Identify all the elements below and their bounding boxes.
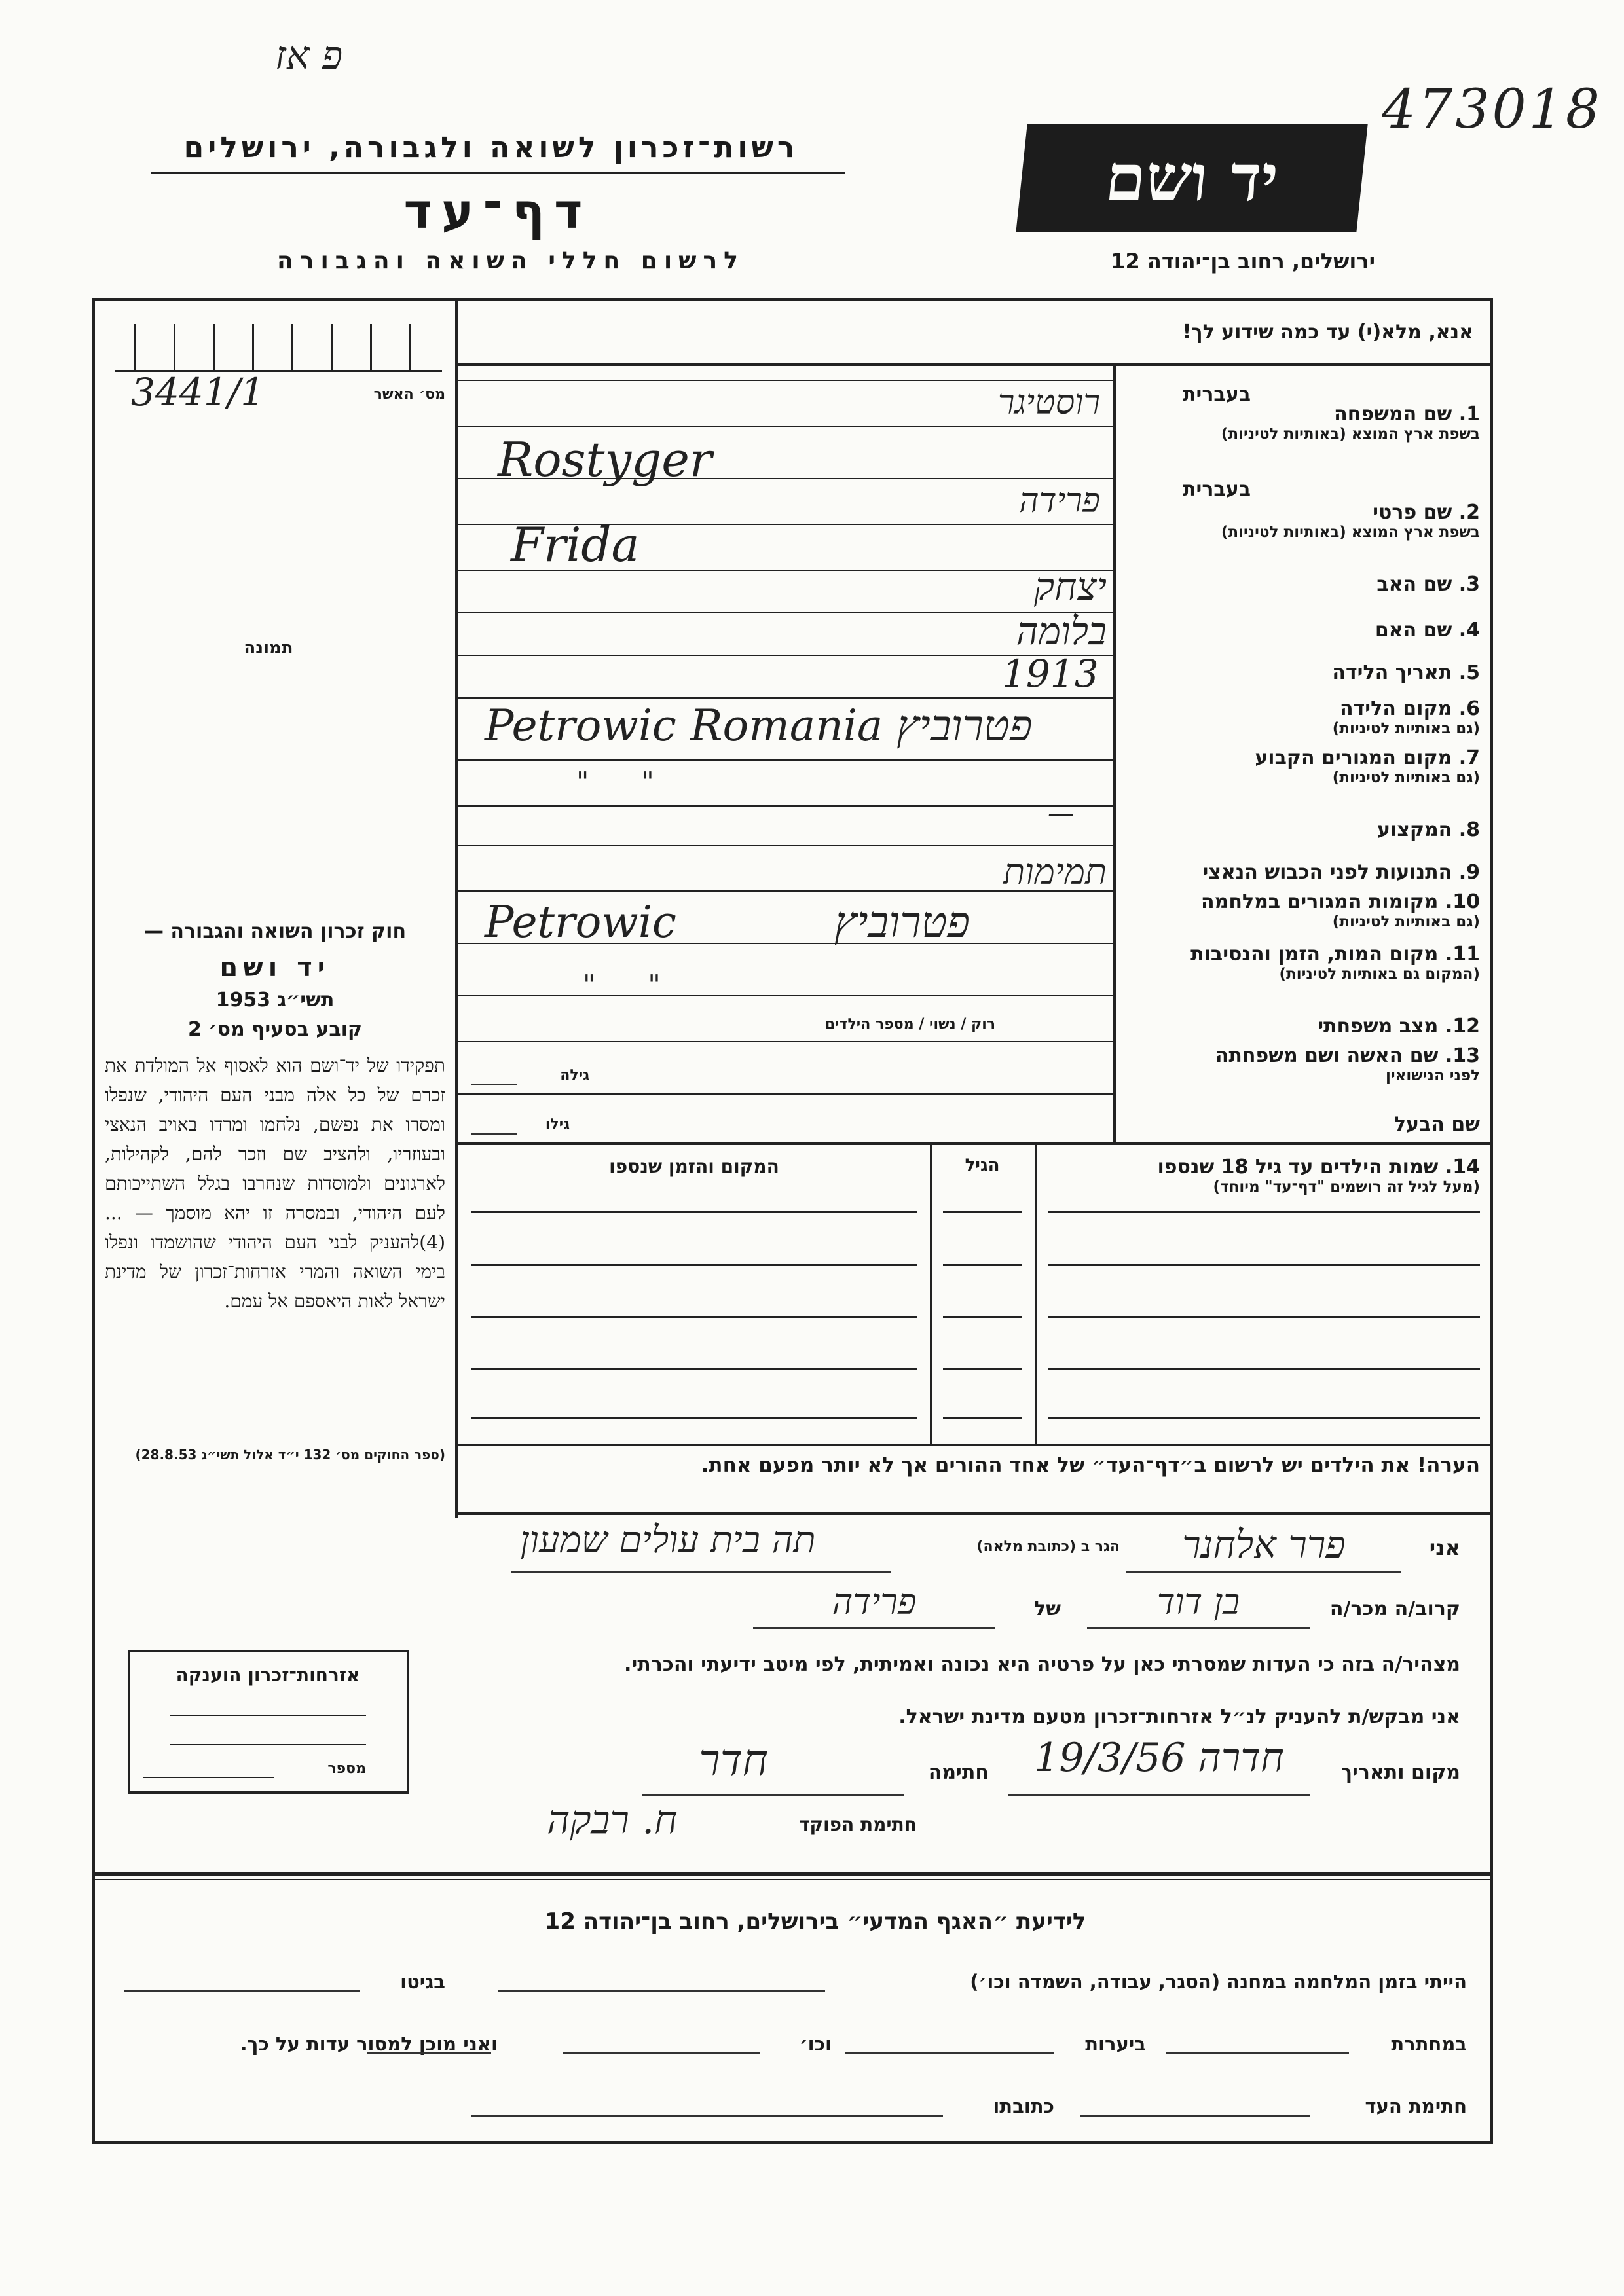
footer-forests: ביערות — [1085, 2033, 1146, 2055]
decl-address[interactable]: תה בית עולים שמעון — [520, 1519, 816, 1561]
law-year: תשי״ג 1953 — [215, 989, 335, 1011]
field-11-value[interactable]: " " — [583, 969, 661, 1001]
footer-ready: ואני מוכן למסור עדות על כך. — [240, 2033, 498, 2055]
field-1-sub: בשפת ארץ המוצא (באותיות לטיניות) — [1221, 426, 1480, 443]
field-2-label — [1120, 501, 1480, 541]
officer-label: חתימת הפוקד — [798, 1813, 917, 1835]
field-13-label: 13. שם האשה ושם משפחתה לפני הנישואין — [1215, 1044, 1480, 1084]
footer-etc: וכו׳ — [799, 2033, 832, 2055]
field-1-value-hebrew[interactable]: רוסטיגר — [997, 383, 1100, 422]
field-11-label: 11. מקום המות, הזמן והנסיבות (המקום גם באותיות לטיניות) — [1190, 943, 1480, 983]
field-13-age-label: גילה — [560, 1067, 589, 1084]
footer-witness-sig: חתימת העד — [1365, 2095, 1467, 2117]
children-label: 14. שמות הילדים עד גיל 18 שנספו (מעל לגיל זה רושמים "דף־עד" מיוחד) — [1157, 1156, 1480, 1195]
org-underline — [151, 172, 845, 174]
corner-marks: פ אז — [275, 33, 343, 79]
witness-sig-field[interactable] — [1080, 2115, 1310, 2117]
citizenship-certificate-box — [128, 1650, 409, 1794]
field-6-value[interactable]: Petrowic Romania פטרוביץ — [485, 701, 1033, 751]
left-panel-divider — [455, 300, 458, 1518]
footer-line1: הייתי בזמן המלחמה במחנה (הסגר, עבודה, השמדה וכו׳) — [970, 1971, 1467, 1993]
children-place-header: המקום והזמן שנספו — [609, 1156, 779, 1177]
field-2-sub: בשפת ארץ המוצא (באותיות לטיניות) — [1221, 524, 1480, 541]
footer-underground: במחתרת — [1391, 2033, 1467, 2055]
register-boxes — [115, 324, 442, 372]
law-text: תפקידו של יד־ושם הוא לאסוף אל המולדת את זכרם של כל אלה מבני העם היהודי, שנפלו ומסרו את נפשם, נלחמו ומרדו באויב הנאצי ובעוזריו, ולהציב שם וזכר להם, לקהילות, לארגונים ולמוסדות שנחרבו בגלל השתייכותם לעם היהודי, ובמסרה זו יהא מוסמך — ...(4)להעניק לבני העם היהודי שהושמדו ונפלו בימי השואה והמרי אזרחות־זכרון של מדינת ישראל לאות היאספם אל עמם. — [105, 1055, 445, 1312]
field-12-label: 12. מצב משפחתי — [1318, 1015, 1480, 1038]
org-name: רשות־זכרון לשואה ולגבורה, ירושלים — [183, 131, 799, 164]
field-2-value-latin[interactable]: Frida — [511, 517, 640, 572]
forests-field[interactable] — [845, 2052, 1054, 2054]
register-label: מס׳ האשר — [373, 386, 445, 403]
signature-label: חתימה — [928, 1761, 989, 1784]
children-age-header: הגיל — [965, 1156, 1000, 1175]
field-4-label: 4. שם האם — [1375, 619, 1480, 642]
decl-request: אני מבקש/ת להעניק לנ״ל אזרחות־זכרון מטעם מדינת ישראל. — [898, 1705, 1460, 1728]
camp-field[interactable] — [498, 1990, 825, 1992]
footer-title: לידיעת ״האגף המדעי״ בירושלים, רחוב בן־יהודה 12 — [544, 1908, 1086, 1935]
field-5-value[interactable]: 1913 — [1002, 651, 1099, 696]
field-8-label: 8. המקצוע — [1376, 818, 1480, 841]
field-4-value[interactable]: בלומה — [1016, 609, 1107, 653]
husband-age-label: גילו — [545, 1116, 570, 1133]
field-2-lang: בעברית — [1183, 478, 1251, 501]
officer-signature[interactable]: ח. רבקה — [547, 1797, 678, 1843]
certificate-title: אזרחות־זכרון הוענקה — [175, 1664, 360, 1686]
law-title: חוק זכרון השואה והגבורה — — [143, 920, 407, 943]
photo-label: תמונה — [244, 638, 293, 658]
field-2-name: שם פרטי — [1373, 501, 1452, 524]
field-10-value[interactable]: Petrowic פטרוביץ — [485, 897, 970, 947]
register-value: 3441/1 — [131, 370, 265, 414]
field-2-value-hebrew[interactable]: פרידה — [1019, 481, 1100, 520]
field-5-label: 5. תאריך הלידה — [1332, 661, 1480, 684]
certificate-number-label: מספר — [327, 1760, 366, 1777]
field-1-number: 1. — [1458, 403, 1480, 426]
decl-name[interactable]: פרר אלחנר — [1182, 1522, 1346, 1567]
decl-resides-label: הגר ב (כתובת מלאה) — [976, 1539, 1120, 1555]
footer-ghetto: בגיטו — [400, 1971, 445, 1993]
field-3-label: 3. שם האב — [1376, 573, 1480, 596]
form-title: דף־עד — [403, 183, 592, 240]
intro-instruction: אנא, מלא(י) עד כמה שידוע לך! — [1182, 321, 1473, 344]
witness-address-field[interactable] — [471, 2115, 943, 2117]
field-9-label: 9. התנועות לפני הכבוש הנאצי — [1202, 861, 1480, 884]
decl-relation[interactable]: בן דוד — [1156, 1581, 1240, 1622]
etc-field[interactable] — [563, 2052, 760, 2054]
signature-value[interactable]: חדר — [699, 1735, 768, 1785]
field-10-label: 10. מקומות המגורים במלחמה (גם באותיות לטיניות) — [1201, 890, 1480, 930]
law-source: (ספר החוקים מס׳ 132 י״ד אלול תשי״ג 28.8.53) — [135, 1447, 445, 1463]
field-1-lang: בעברית — [1183, 383, 1251, 406]
field-3-value[interactable]: יצחק — [1034, 564, 1107, 609]
field-6-label: 6. מקום הלידה (גם באותיות לטיניות) — [1332, 697, 1480, 737]
decl-statement: מצהיר/ה בזה כי העדות שמסרתי כאן על פרטיה היא נכונה ואמיתית, לפי מיטב ידיעתי והכרתי. — [624, 1653, 1460, 1676]
archive-number: 473018 — [1382, 79, 1603, 141]
law-name: יד ושם — [219, 953, 331, 983]
husband-age-line[interactable] — [471, 1133, 517, 1135]
form-subtitle: לרשום חללי השואה והגבורה — [277, 247, 745, 274]
law-clause: קובע בסעיף מס׳ 2 — [187, 1018, 363, 1041]
field-8-value[interactable]: — — [1048, 799, 1074, 829]
underground-field[interactable] — [1166, 2052, 1349, 2054]
field-13-age-line[interactable] — [471, 1084, 517, 1085]
field-1-value-latin[interactable]: Rostyger — [498, 432, 712, 487]
place-date-value[interactable]: חדרה 19/3/56 — [1034, 1735, 1284, 1781]
logo-text: יד ושם — [1101, 141, 1282, 216]
logo — [1016, 124, 1367, 232]
field-7-label: 7. מקום המגורים הקבוע (גם באותיות לטיניות) — [1255, 746, 1480, 786]
note: הערה! את הילדים יש לרשום ב״דף־העד״ של אחד ההורים אך לא יותר מפעם אחת. — [701, 1453, 1480, 1477]
field-9-value[interactable]: תמימות — [1003, 851, 1107, 892]
field-7-value[interactable]: " " — [576, 766, 654, 798]
field-2-number: 2. — [1458, 501, 1480, 524]
decl-of-name[interactable]: פרידה — [832, 1581, 917, 1622]
field-12-value[interactable]: רוק / נשוי / מספר הילדים — [824, 1016, 995, 1032]
ghetto-field[interactable] — [124, 1990, 360, 1992]
field-1-name: שם המשפחה — [1334, 403, 1452, 426]
place-date-label: מקום ותאריך — [1340, 1761, 1460, 1784]
decl-relative-label: קרוב/ה מכר/ה — [1329, 1597, 1460, 1620]
field-1-label — [1120, 403, 1480, 443]
decl-i-label: אני — [1429, 1535, 1460, 1560]
address: ירושלים, רחוב בן־יהודה 12 — [1111, 249, 1375, 274]
label-value-divider — [1113, 365, 1116, 1144]
footer-address: כתובתו — [993, 2095, 1054, 2117]
decl-of-label: של — [1034, 1597, 1061, 1620]
husband-label: שם הבעל — [1393, 1113, 1480, 1136]
